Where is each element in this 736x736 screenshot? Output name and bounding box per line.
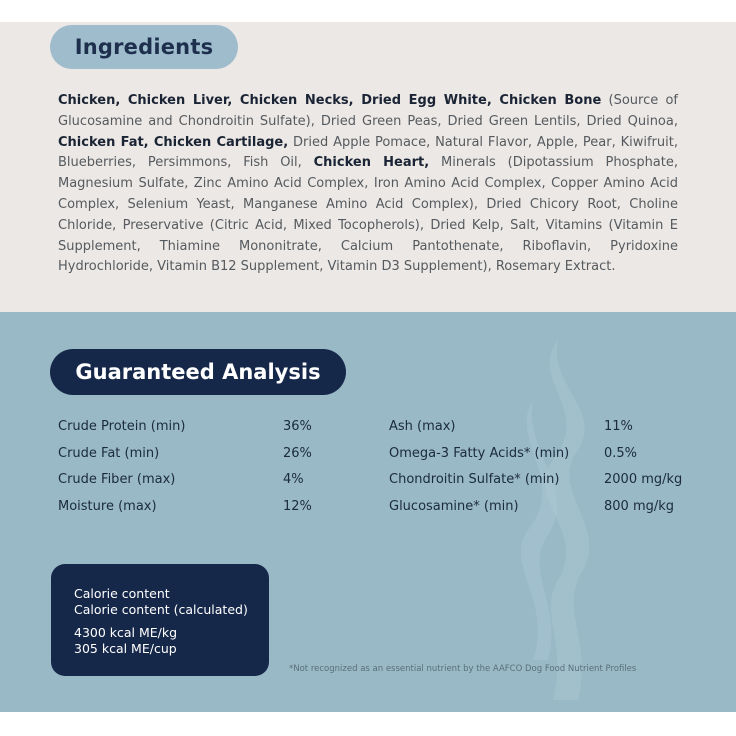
aafco-footnote: *Not recognized as an essential nutrient by the AAFCO Dog Food Nutrient Profiles	[289, 664, 637, 674]
ingredient-segment: (Source of Glucosamine and Chondroitin Sulfate), Dried Green Peas, Dried Green Lentils, Dried Quinoa,	[58, 93, 678, 129]
ingredient-segment: Minerals (Dipotassium Phosphate, Magnesium Sulfate, Zinc Amino Acid Complex, Iron Amino Acid Complex, Copper Amino Acid Complex, Selenium Yeast, Manganese Amino Acid Complex), Dried Chicory Root, Choline Chloride, Preservative (Citric Acid, Mixed Tocopherols), Dried Kelp, Salt, Vitamins (Vitamin E Supplement, Thiamine Mononitrate, Calcium Pantothenate, Riboflavin, Pyridoxine Hydrochloride, Vitamin B12 Supplement, Vitamin D3 Supplement), Rosemary Extract.	[58, 155, 679, 275]
ingredients-text	[58, 91, 678, 278]
calorie-per-kg: 4300 kcal ME/kg	[74, 625, 178, 640]
guaranteed-analysis-heading: Guaranteed Analysis	[50, 349, 346, 395]
analysis-value: 26%	[283, 446, 312, 461]
analysis-label: Glucosamine* (min)	[389, 499, 519, 514]
ingredient-segment: Dried Apple Pomace, Natural Flavor, Apple, Pear, Kiwifruit, Blueberries, Persimmons, Fish Oil,	[58, 134, 678, 171]
analysis-label: Chondroitin Sulfate* (min)	[389, 472, 560, 487]
ingredient-segment: Chicken Heart,	[313, 155, 430, 171]
calorie-content-box	[51, 564, 269, 676]
analysis-value: 12%	[283, 499, 312, 514]
analysis-label: Omega-3 Fatty Acids* (min)	[389, 446, 570, 461]
ingredients-heading: Ingredients	[50, 25, 238, 69]
ingredient-segment: Chicken Fat, Chicken Cartilage,	[58, 134, 289, 150]
calorie-per-cup: 305 kcal ME/cup	[74, 640, 177, 656]
analysis-label: Ash (max)	[389, 419, 456, 434]
analysis-label: Crude Protein (min)	[58, 419, 186, 434]
analysis-value: 0.5%	[604, 446, 638, 461]
analysis-value: 2000 mg/kg	[604, 472, 683, 487]
flame-swirl-watermark	[498, 340, 608, 700]
analysis-label: Crude Fat (min)	[58, 446, 160, 461]
ingredient-segment: Chicken, Chicken Liver, Chicken Necks, Dried Egg White, Chicken Bone	[58, 93, 602, 108]
analysis-value: 11%	[604, 419, 633, 434]
analysis-value: 36%	[283, 419, 312, 434]
analysis-label: Crude Fiber (max)	[58, 472, 176, 487]
calorie-subheading: Calorie content (calculated)	[74, 601, 248, 617]
calorie-heading: Calorie content	[74, 586, 170, 601]
analysis-value: 800 mg/kg	[604, 499, 675, 514]
analysis-label: Moisture (max)	[58, 499, 157, 514]
analysis-value: 4%	[283, 472, 304, 487]
